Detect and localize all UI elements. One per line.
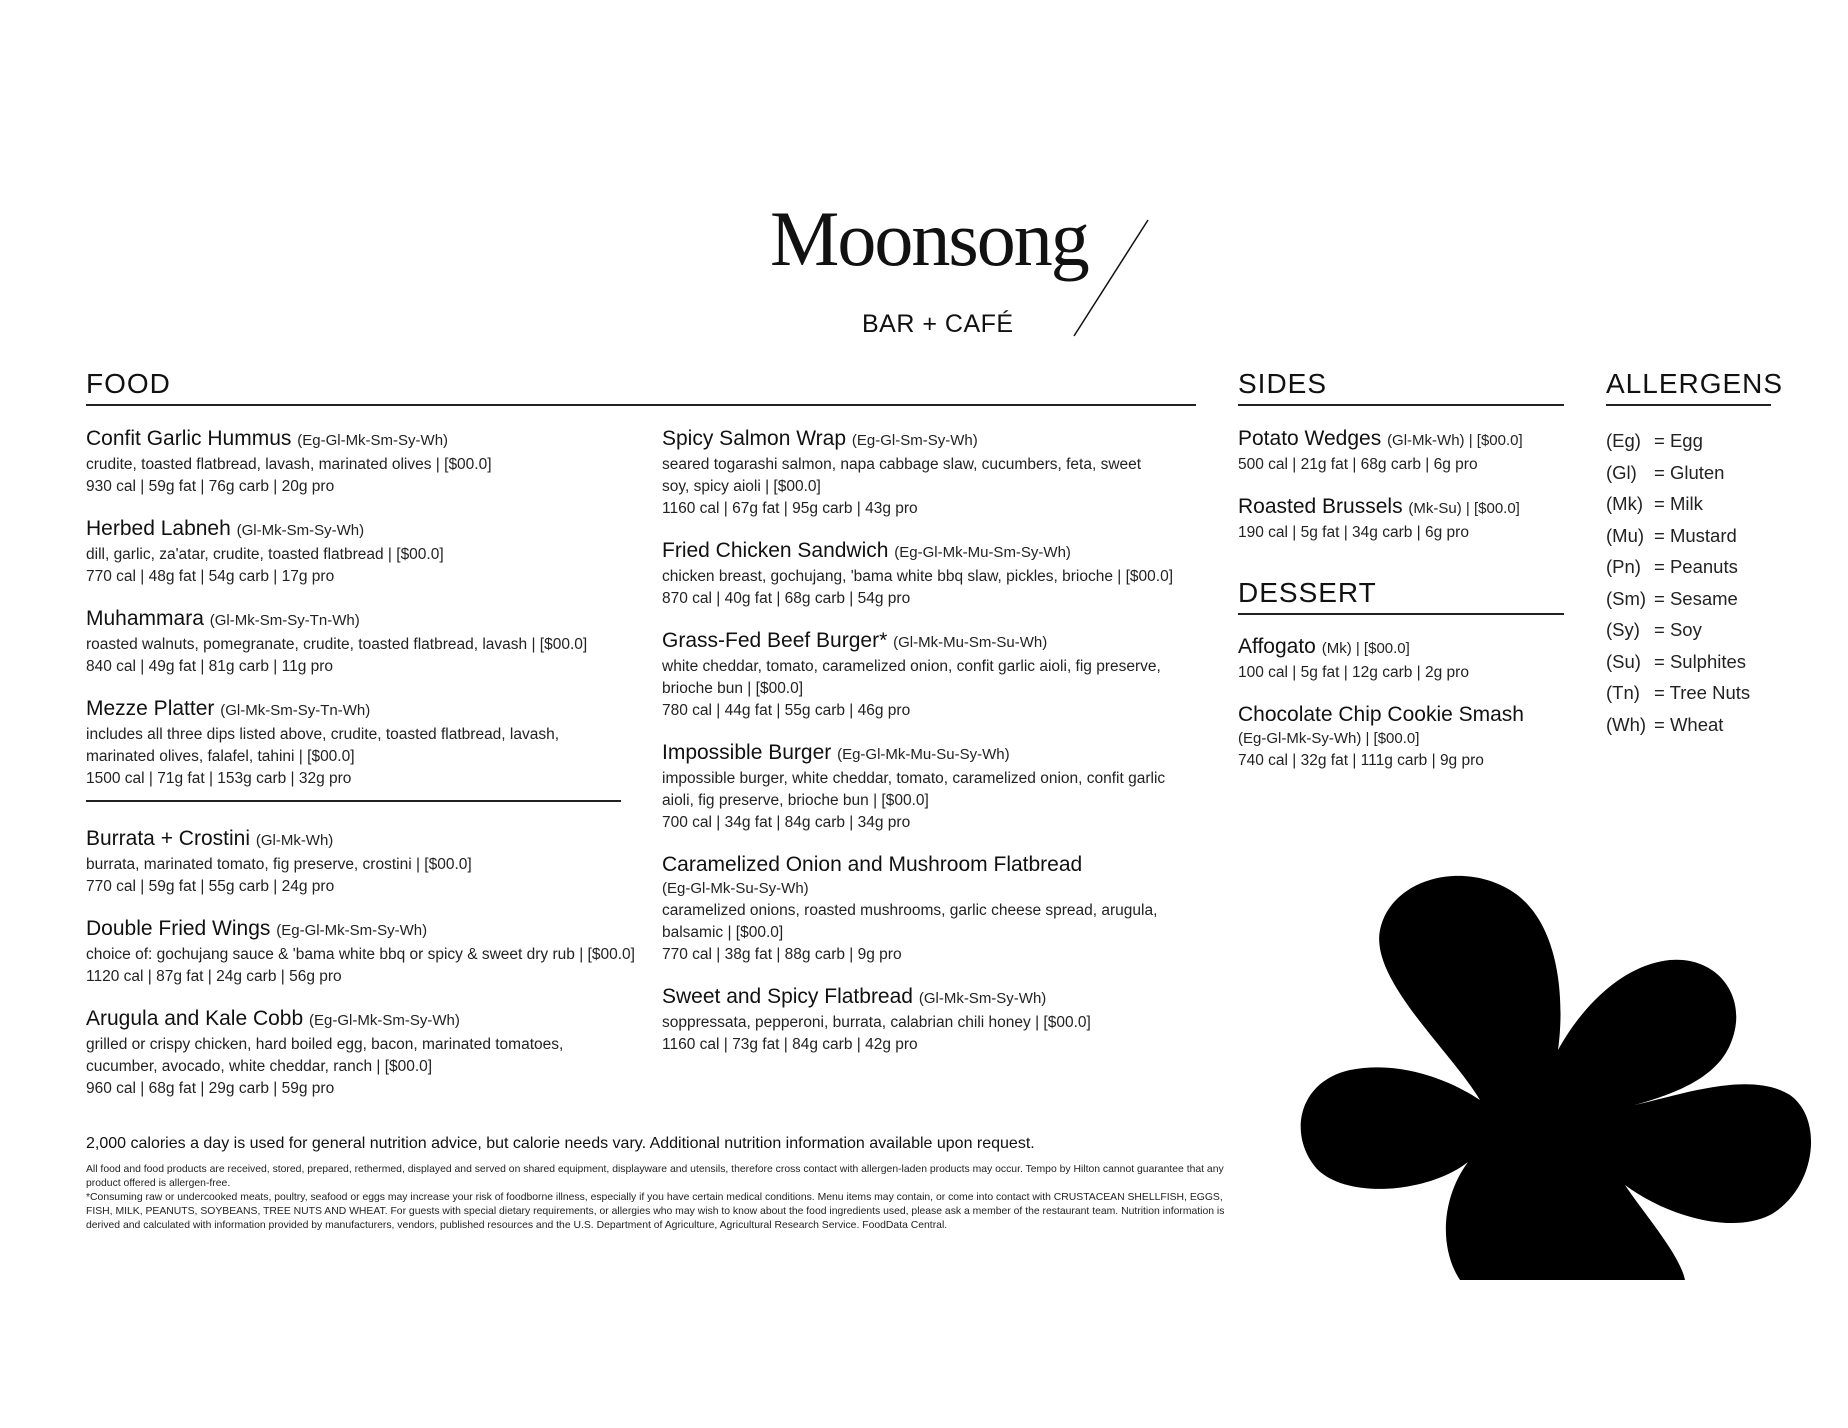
item-name: Roasted Brussels: [1238, 495, 1403, 518]
item-nutrition: 870 cal | 40g fat | 68g carb | 54g pro: [662, 590, 911, 607]
allergen-row: [1606, 425, 1750, 457]
item-allergens: (Eg-Gl-Mk-Mu-Su-Sy-Wh): [837, 746, 1010, 763]
item-name: Spicy Salmon Wrap: [662, 427, 847, 450]
allergen-disclaimer: All food and food products are received, stored, prepared, rethermed, displayed and served on shared equipment, displayware and utensils, therefore cross contact with allergen-laden products may occur. Tempo by Hilton cannot guarantee that any product offered is allergen-free.: [86, 1164, 1224, 1189]
item-price: | [$00.0]: [1461, 500, 1520, 517]
allergen-code: (Su): [1606, 650, 1641, 672]
item-nutrition: 1160 cal | 73g fat | 84g carb | 42g pro: [662, 1036, 918, 1053]
item-allergens: (Gl-Mk-Sm-Sy-Tn-Wh): [209, 612, 360, 629]
item-allergens: (Gl-Mk-Wh): [1387, 432, 1465, 449]
allergen-code: (Sm): [1606, 587, 1647, 609]
item-nutrition: 960 cal | 68g fat | 29g carb | 59g pro: [86, 1080, 335, 1097]
allergen-code: (Sy): [1606, 619, 1640, 640]
item-nutrition: 840 cal | 49g fat | 81g carb | 11g pro: [86, 658, 334, 675]
item-name: Herbed Labneh: [86, 517, 231, 540]
brand-subtitle: BAR + CAFÉ: [862, 310, 1014, 338]
item-allergens: (Eg-Gl-Mk-Sm-Sy-Wh): [276, 922, 428, 939]
item-price: | [$00.0]: [1464, 432, 1523, 449]
allergen-label: = Gluten: [1654, 461, 1725, 483]
allergen-code: (Gl): [1606, 461, 1637, 483]
item-nutrition: 780 cal | 44g fat | 55g carb | 46g pro: [662, 702, 911, 719]
item-nutrition: 770 cal | 38g fat | 88g carb | 9g pro: [662, 946, 902, 963]
food-left-bottom-list: [86, 826, 646, 1118]
item-allergens: (Eg-Gl-Sm-Sy-Wh): [851, 432, 978, 449]
item-name: Caramelized Onion and Mushroom Flatbread: [662, 853, 1083, 876]
item-name: Muhammara: [86, 607, 204, 630]
food-group-divider: [86, 800, 621, 802]
item-description: grilled or crispy chicken, hard boiled egg, bacon, marinated tomatoes, cucumber, avocado, white cheddar, ranch | [$00.0]: [86, 1036, 564, 1075]
allergen-label: = Tree Nuts: [1654, 682, 1751, 703]
item-allergens: (Eg-Gl-Mk-Sm-Sy-Wh): [309, 1012, 460, 1029]
item-name: Burrata + Crostini: [86, 827, 250, 850]
item-nutrition: 740 cal | 32g fat | 111g carb | 9g pro: [1238, 752, 1484, 769]
item-name: Mezze Platter: [86, 697, 215, 720]
menu-item: [1238, 494, 1578, 544]
item-description: roasted walnuts, pomegranate, crudite, toasted flatbread, lavash | [$00.0]: [86, 636, 588, 653]
allergen-row: [1606, 614, 1750, 646]
logo-slash-icon: [1070, 218, 1150, 338]
disclaimer: [86, 1163, 1236, 1233]
item-name: Double Fried Wings: [86, 917, 271, 940]
item-name: Fried Chicken Sandwich: [662, 539, 889, 562]
menu-item: [86, 426, 626, 498]
menu-item: [662, 538, 1202, 610]
food-divider: [86, 404, 1196, 406]
allergen-row: [1606, 457, 1750, 489]
item-allergens: (Eg-Gl-Mk-Sm-Sy-Wh): [297, 432, 449, 449]
item-name: Confit Garlic Hummus: [86, 427, 292, 450]
menu-item: [86, 1006, 646, 1100]
item-nutrition: 770 cal | 48g fat | 54g carb | 17g pro: [86, 568, 335, 585]
item-allergens: (Gl-Mk-Mu-Sm-Su-Wh): [893, 634, 1048, 651]
menu-item: [662, 984, 1202, 1056]
item-nutrition: 500 cal | 21g fat | 68g carb | 6g pro: [1238, 456, 1478, 473]
raw-food-disclaimer: *Consuming raw or undercooked meats, poultry, seafood or eggs may increase your risk of foodborne illness, especially if you have certain medical conditions. Menu items may contain, or come into contact with CRUSTACEAN SHELLFISH, EGGS, FISH, MILK, PEANUTS, SOYBEANS, TREE NUTS AND WHEAT. For guests with special dietary requirements, or allergies who may wish to know about the food ingredients used, please ask a member of the restaurant team. Nutrition information is derived and calculated with information provided by manufacturers, vendors, published resources and the U.S. Department of Agriculture, Agricultural Research Service. FoodData Central.: [86, 1192, 1225, 1231]
item-nutrition: 1500 cal | 71g fat | 153g carb | 32g pro: [86, 770, 352, 787]
item-allergens: (Gl-Mk-Sm-Sy-Wh): [236, 522, 365, 539]
dessert-list: [1238, 634, 1578, 790]
item-price: | [$00.0]: [1351, 640, 1410, 657]
item-nutrition: 190 cal | 5g fat | 34g carb | 6g pro: [1238, 524, 1469, 541]
item-name: Potato Wedges: [1238, 427, 1382, 450]
dessert-divider: [1238, 613, 1564, 615]
item-nutrition: 930 cal | 59g fat | 76g carb | 20g pro: [86, 478, 335, 495]
item-name: Impossible Burger: [662, 741, 832, 764]
allergen-code: (Wh): [1606, 713, 1647, 735]
asterisk-blob-icon: [1290, 870, 1820, 1290]
allergen-label: = Egg: [1654, 430, 1703, 451]
sides-divider: [1238, 404, 1564, 406]
item-allergens: (Gl-Mk-Wh): [255, 832, 334, 849]
sides-list: [1238, 426, 1578, 562]
allergen-code: (Pn): [1606, 556, 1641, 577]
item-description: seared togarashi salmon, napa cabbage slaw, cucumbers, feta, sweet soy, spicy aioli | [$00.0]: [662, 456, 1142, 495]
item-name: Grass-Fed Beef Burger*: [662, 629, 888, 652]
allergen-key: [1606, 425, 1750, 740]
menu-item: [86, 606, 626, 678]
allergen-code: (Mk): [1606, 493, 1643, 514]
allergen-label: = Soy: [1654, 619, 1702, 640]
item-nutrition: 100 cal | 5g fat | 12g carb | 2g pro: [1238, 664, 1469, 681]
menu-item: [662, 852, 1202, 966]
item-allergens: (Gl-Mk-Sm-Sy-Wh): [918, 990, 1047, 1007]
calorie-note: 2,000 calories a day is used for general nutrition advice, but calorie needs vary. Additional nutrition information available upon request.: [86, 1135, 1035, 1152]
item-description: caramelized onions, roasted mushrooms, garlic cheese spread, arugula, balsamic | [$00.0]: [662, 902, 1158, 941]
item-description: choice of: gochujang sauce & 'bama white bbq or spicy & sweet dry rub | [$00.0]: [86, 946, 635, 963]
item-description: dill, garlic, za'atar, crudite, toasted flatbread | [$00.0]: [86, 546, 444, 563]
menu-item: [1238, 426, 1578, 476]
food-middle-list: [662, 426, 1202, 1074]
allergen-row: [1606, 488, 1750, 520]
allergen-row: [1606, 677, 1750, 709]
item-nutrition: 700 cal | 34g fat | 84g carb | 34g pro: [662, 814, 911, 831]
brand-name: Moonsong: [770, 195, 1088, 282]
item-allergens: (Mk): [1321, 640, 1352, 657]
allergen-row: [1606, 520, 1750, 552]
item-description: chicken breast, gochujang, 'bama white bbq slaw, pickles, brioche | [$00.0]: [662, 568, 1174, 585]
allergen-code: (Mu): [1606, 524, 1645, 546]
item-description: includes all three dips listed above, crudite, toasted flatbread, lavash, marinated olives, falafel, tahini | [$00.0]: [86, 726, 560, 765]
dessert-heading: DESSERT: [1238, 577, 1377, 608]
allergen-code: (Tn): [1606, 682, 1640, 703]
food-left-top-list: [86, 426, 626, 808]
menu-item: [662, 740, 1202, 834]
item-description: crudite, toasted flatbread, lavash, marinated olives | [$00.0]: [86, 456, 492, 473]
allergen-label: = Wheat: [1654, 713, 1724, 735]
menu-item: [86, 826, 646, 898]
menu-item: [86, 916, 646, 988]
menu-item: [662, 628, 1202, 722]
item-allergens: (Eg-Gl-Mk-Mu-Sm-Sy-Wh): [894, 544, 1071, 561]
item-allergens: (Mk-Su): [1408, 500, 1462, 517]
item-name: Sweet and Spicy Flatbread: [662, 985, 913, 1008]
item-description: soppressata, pepperoni, burrata, calabrian chili honey | [$00.0]: [662, 1014, 1091, 1031]
item-name: Chocolate Chip Cookie Smash: [1238, 703, 1524, 726]
item-description: burrata, marinated tomato, fig preserve, crostini | [$00.0]: [86, 856, 472, 873]
allergen-label: = Peanuts: [1654, 556, 1738, 577]
food-heading: FOOD: [86, 368, 171, 399]
item-description: white cheddar, tomato, caramelized onion, confit garlic aioli, fig preserve, brioche bun | [$00.0]: [662, 658, 1161, 697]
allergen-label: = Milk: [1654, 493, 1703, 514]
item-name: Affogato: [1238, 635, 1316, 658]
menu-item: [86, 516, 626, 588]
allergens-heading: ALLERGENS: [1606, 368, 1784, 399]
allergen-label: = Sulphites: [1654, 650, 1747, 672]
allergen-label: = Sesame: [1654, 587, 1738, 609]
item-description: impossible burger, white cheddar, tomato, caramelized onion, confit garlic aioli, fig preserve, brioche bun | [$00.0]: [662, 770, 1166, 809]
item-allergens: (Gl-Mk-Sm-Sy-Tn-Wh): [220, 702, 371, 719]
menu-item: [1238, 634, 1578, 684]
allergen-row: [1606, 709, 1750, 741]
item-name: Arugula and Kale Cobb: [86, 1007, 304, 1030]
item-nutrition: 770 cal | 59g fat | 55g carb | 24g pro: [86, 878, 335, 895]
allergen-code: (Eg): [1606, 430, 1641, 451]
allergen-label: = Mustard: [1654, 524, 1737, 546]
allergen-row: [1606, 646, 1750, 678]
item-allergens: (Eg-Gl-Mk-Su-Sy-Wh): [662, 880, 809, 897]
menu-item: [1238, 702, 1578, 772]
allergen-row: [1606, 583, 1750, 615]
menu-item: [662, 426, 1202, 520]
allergens-divider: [1606, 404, 1771, 406]
sides-heading: SIDES: [1238, 368, 1328, 399]
item-nutrition: 1160 cal | 67g fat | 95g carb | 43g pro: [662, 500, 918, 517]
allergen-row: [1606, 551, 1750, 583]
item-nutrition: 1120 cal | 87g fat | 24g carb | 56g pro: [86, 968, 342, 985]
menu-item: [86, 696, 626, 790]
item-allergens: (Eg-Gl-Mk-Sy-Wh) | [$00.0]: [1238, 730, 1420, 747]
